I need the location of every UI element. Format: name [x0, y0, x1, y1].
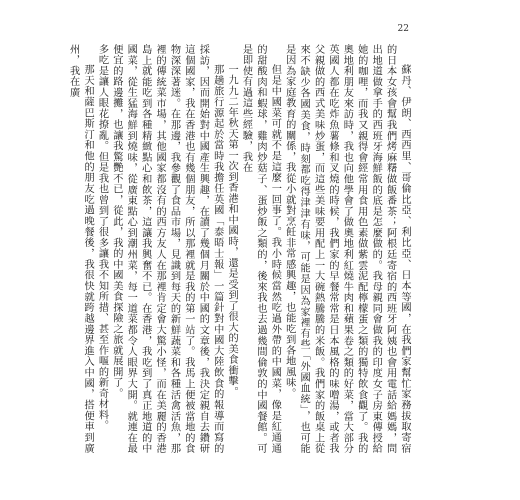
body-text: [67, 44, 411, 454]
page-number: 22: [397, 24, 409, 34]
paragraph-3: 一九九二年秋天第一次到香港和中國時，還是受到了很大的美食衝擊。: [226, 64, 238, 398]
paragraph-1: 蘇丹、伊朗、西西里、哥倫比亞、利比亞、日本等國，在我們家幫忙家務拔取寄宿的日本女孩會幫我們烤麻糬做飯番茶；阿根廷寄宿的西班牙阿姨也會用電話給媽媽，問出地道做拿手的西班牙海鮮飯的底是怎麼做的。我母親同會做我的印度女子房東傳授給她的咖哩，而我又親得會經常用食用色素做紫雲泥配檸檬蛋之類的獨特飲食觀了。我的奧地利朋友來訪時，我也向他學會了做奧地利紅燒牛肉和蘋果卷之類的好菜，當大部分英國人都在吃炸魚薯條和叉燒的時候，我們家的早餐常常是日本風格的味噌湯，或者我父親做的西式美味炒蛋，而這些美味要用配上一大碗熱騰騰的米飯。我們家的飯桌上從來不缺少各國美食，時刻都吃得津津有味，可能是因為家裡有些「外國血統」，也可能是因為家庭教育的關係，我從小就對烹飪非常感興趣，也能吃到各地風味。: [283, 44, 410, 454]
paragraph-4: 那趟旅行源起於當時我擔任英國「泰晤士報」一篇針對中國大陸飲食的報導而寫的採訪，因而開始對中國產生興趣，在讀了幾個月關於中國的文章後，我決定親自去鑽研這個國家，我在香港也有幾個朋友，所以那裡就是我的第一站了。我馬上便被當地的食物深深著迷。在那邊，我參觀了食品市場，見識到每天的新鮮蔬菜和各種活禽活魚，那裡的傳統菜市場，其他國家都沒有的西方友人在那裡肯定會大驚小怪，而在美麗的香港島上就能吃到各種精緻點心和飲茶，這讓我興奮不已。在香港，我吃到了真正地道的中國菜，從生猛海鮮到燒味，從廣東點心到潮州菜，每一道菜都令人眼界大開。就連在最便宜的路邊攤，也讓我驚艷不已，從此，我的中國美食探險之旅就展開了。: [110, 44, 223, 454]
paragraph-5: 多吃是讓人眼花撩亂。但是我也曾到了很多讓我不知所措、甚至作嘔的新奇材料。: [96, 44, 108, 431]
paragraph-6: 那天和薩巴斯汀和他的朋友吃過晚餐後，我很快就跨越邊界進入中國，搭便車到廣州，我在廣: [67, 44, 94, 454]
paragraph-2: 但是中國菜可就不是這麼一回事了。我小時候當然吃過外帶的中國菜，像是紅通通的甜酸肉和蝦球，雞肉炒菇子、蛋炒飯之類的，後來我也去過幾間倫敦的中國餐館。可是即使有過這些經驗，我在: [240, 44, 281, 454]
